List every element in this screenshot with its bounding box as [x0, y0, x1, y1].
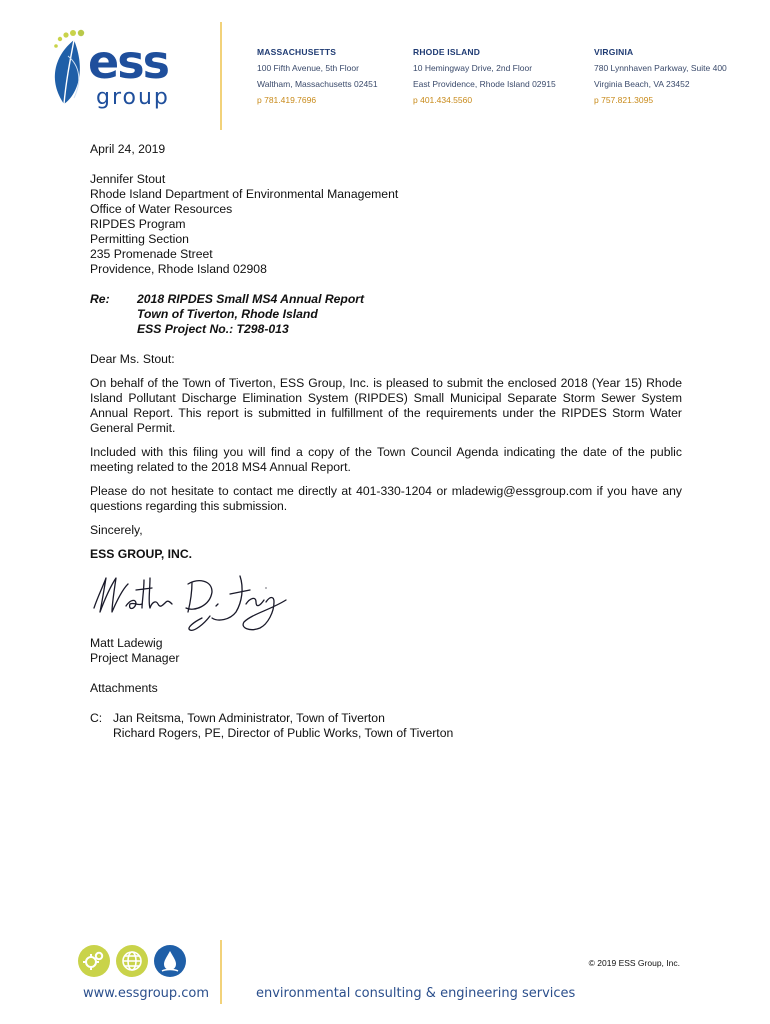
company-name: ESS GROUP, INC.	[90, 547, 193, 561]
recipient-line: Rhode Island Department of Environmental Management	[90, 187, 399, 201]
copyright: © 2019 ESS Group, Inc.	[588, 958, 680, 968]
logo-brand: ess	[88, 35, 168, 89]
signature	[90, 566, 682, 636]
gears-icon	[78, 945, 110, 977]
tagline: environmental consulting & engineering services	[256, 986, 576, 1001]
footer-divider	[220, 940, 222, 1004]
signer-title: Project Manager	[90, 651, 180, 665]
office-state: VIRGINIA	[594, 47, 634, 57]
subject-label: Re:	[90, 292, 110, 306]
website-link[interactable]: www.essgroup.com	[83, 986, 210, 1001]
attachments-label: Attachments	[90, 681, 158, 695]
signer-name: Matt Ladewig	[90, 636, 163, 650]
office-phone: p 401.434.5560	[413, 95, 473, 105]
office-phone: p 757.821.3095	[594, 95, 654, 105]
body-paragraph: Included with this filing you will find a copy of the Town Council Agenda indicating the date of the public meeting related to the 2018 MS4 Annual Report.	[90, 445, 682, 474]
office-virginia	[594, 44, 764, 108]
subject-block	[90, 292, 682, 337]
recipient-line: RIPDES Program	[90, 217, 186, 231]
recipient-address	[90, 172, 682, 277]
office-state: RHODE ISLAND	[413, 47, 481, 57]
office-rhode-island	[413, 44, 556, 108]
subject-line: 2018 RIPDES Small MS4 Annual Report	[137, 292, 365, 306]
body-paragraph: Please do not hesitate to contact me directly at 401-330-1204 or mladewig@essgroup.com if you have any questions regarding this submission.	[90, 484, 682, 513]
ess-group-logo	[44, 26, 194, 116]
cc-block	[90, 711, 682, 741]
office-street: 100 Fifth Avenue, 5th Floor	[257, 63, 359, 73]
office-street: 780 Lynnhaven Parkway, Suite 400	[594, 63, 727, 73]
recipient-line: Providence, Rhode Island 02908	[90, 262, 267, 276]
office-city: East Providence, Rhode Island 02915	[413, 79, 556, 89]
water-drop-icon	[154, 945, 186, 977]
subject-line: ESS Project No.: T298-013	[137, 322, 289, 336]
office-street: 10 Hemingway Drive, 2nd Floor	[413, 63, 533, 73]
office-city: Virginia Beach, VA 23452	[594, 79, 690, 89]
office-massachusetts	[257, 44, 378, 108]
recipient-line: 235 Promenade Street	[90, 247, 213, 261]
cc-line: Richard Rogers, PE, Director of Public Works, Town of Tiverton	[113, 726, 454, 740]
header-divider	[220, 22, 222, 130]
cc-label: C:	[90, 711, 103, 725]
globe-icon	[116, 945, 148, 977]
recipient-line: Jennifer Stout	[90, 172, 166, 186]
letter-body	[90, 142, 682, 741]
recipient-line: Permitting Section	[90, 232, 189, 246]
subject-line: Town of Tiverton, Rhode Island	[137, 307, 318, 321]
cc-line: Jan Reitsma, Town Administrator, Town of Tiverton	[113, 711, 385, 725]
letter-date: April 24, 2019	[90, 142, 166, 156]
salutation: Dear Ms. Stout:	[90, 352, 175, 366]
logo-sub: group	[96, 85, 170, 110]
office-city: Waltham, Massachusetts 02451	[257, 79, 378, 89]
office-state: MASSACHUSETTS	[257, 47, 337, 57]
body-paragraph: On behalf of the Town of Tiverton, ESS Group, Inc. is pleased to submit the enclosed 2018 (Year 15) Rhode Island Pollutant Discharge Elimination System (RIPDES) Small Municipal Separate Storm Sewer System Annual Report. This report is submitted in fulfillment of the requirements under the RIPDES Storm Water General Permit.	[90, 376, 682, 435]
closing: Sincerely,	[90, 523, 143, 537]
office-phone: p 781.419.7696	[257, 95, 317, 105]
recipient-line: Office of Water Resources	[90, 202, 233, 216]
